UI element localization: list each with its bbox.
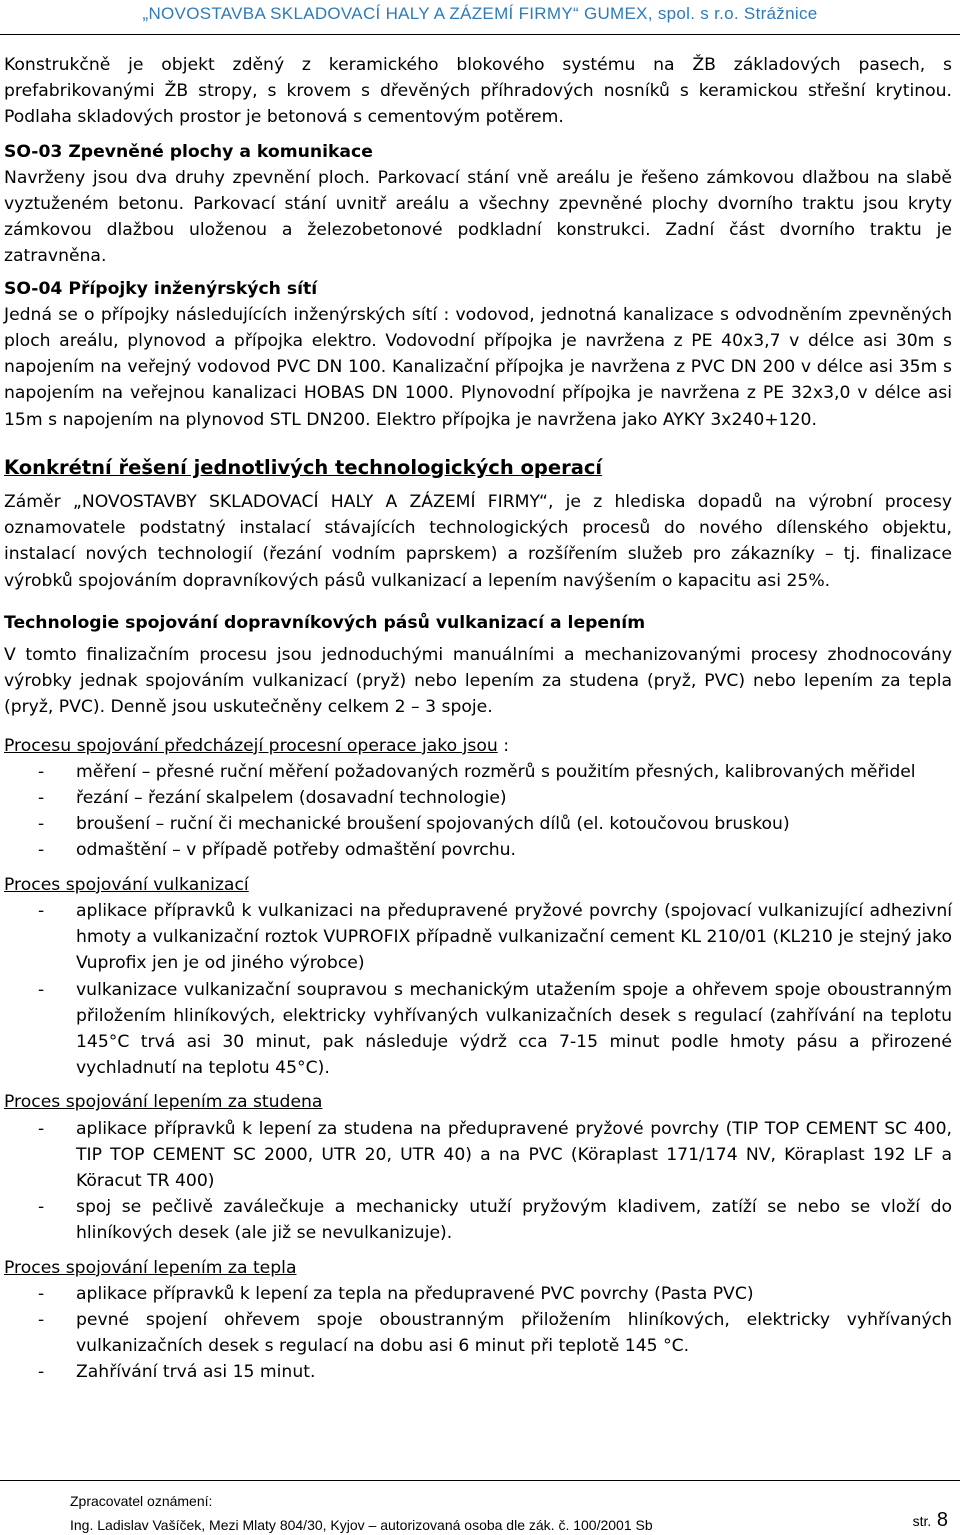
- document-body: [4, 52, 952, 1386]
- footer-rule: [0, 1480, 960, 1481]
- so03-paragraph: Navrženy jsou dva druhy zpevnění ploch. Parkovací stání vně areálu je řešeno zámkovou dlažbou na slabě vyztuženém betonu. Parkovací stání uvnitř areálu a všechny zpevněné plochy dvorního traktu jsou kryty zámkovou dlažbou uloženou a železobetonové podkladní konstrukci. Zadní část dvorního traktu je zatravněna.: [4, 167, 952, 267]
- vulcanization-heading: Proces spojování vulkanizací: [4, 874, 249, 895]
- section-heading: Konkrétní řešení jednotlivých technologických operací: [4, 455, 603, 479]
- technology-paragraph: V tomto finalizačním procesu jsou jednoduchými manuálními a mechanizovanými procesy zhodnocovány výrobky jednak spojováním vulkanizací (pryž) nebo lepením za studena (pryž, PVC) nebo lepením za tepla (pryž, PVC). Denně jsou uskutečněny celkem 2 – 3 spoje.: [4, 645, 952, 718]
- dash-bullet: -: [38, 788, 45, 809]
- pre-process-heading: [4, 733, 952, 759]
- dash-bullet: -: [38, 1309, 45, 1330]
- pre-process-list: [4, 759, 952, 864]
- vulcanization-list: [4, 898, 952, 1081]
- page-header: „NOVOSTAVBA SKLADOVACÍ HALY A ZÁZEMÍ FIRMY“ GUMEX, spol. s r.o. Strážnice: [142, 4, 818, 23]
- footer-author: Ing. Ladislav Vašíček, Mezi Mlaty 804/30, Kyjov – autorizovaná osoba dle zák. č. 100/2001 Sb: [70, 1517, 653, 1533]
- pre-process-colon: :: [497, 735, 510, 756]
- list-item: - aplikace přípravků k vulkanizaci na předupravené pryžové povrchy (spojovací vulkanizující adhezivní hmoty a vulkanizační roztok VUPROFIX případně vulkanizační cement KL 210/01 (KL210 je stejný jako Vuprofix jen je od jiného výrobce): [4, 898, 952, 977]
- list-item: - vulkanizace vulkanizační soupravou s mechanickým utažením spoje a ohřevem spoje oboustranným přiložením hliníkových, elektricky vyhřívaných vulkanizačních desek s regulací (zahřívání na teplotu 145°C trvá asi 30 minut, pak následuje výdrž cca 7-15 minut podle hmoty pásu a přirozené vychladnutí na teplotu 45°C).: [4, 977, 952, 1082]
- page-prefix: str.: [912, 1513, 932, 1529]
- list-item: - odmaštění – v případě potřeby odmaštění povrchu.: [4, 837, 952, 863]
- dash-bullet: -: [38, 1283, 45, 1304]
- so04-paragraph: Jedná se o přípojky následujících inženýrských sítí : vodovod, jednotná kanalizace s odvodněním zpevněných ploch areálu, plynovod a přípojka elektro. Vodovodní přípojka je navržena z PE 40x3,7 v délce asi 30m s napojením na veřejný vodovod PVC DN 100. Kanalizační přípojka je navržena z PVC DN 200 v délce asi 35m s napojením na veřejnou kanalizaci HOBAS DN 1000. Plynovodní přípojka je navržena z PE 32x3,0 v délce asi 15m s napojením na plynovod STL DN200. Elektro přípojka je navržena jako AYKY 3x240+120.: [4, 304, 952, 430]
- list-item: - Zahřívání trvá asi 15 minut.: [4, 1359, 952, 1385]
- pre-process-title: Procesu spojování předcházejí procesní operace jako jsou: [4, 735, 498, 756]
- list-item: - aplikace přípravků k lepení za studena na předupravené pryžové povrchy (TIP TOP CEMENT SC 400, TIP TOP CEMENT SC 2000, UTR 20, UTR 40) a na PVC (Köraplast 171/174 NV, Köraplast 192 LF a Köracut TR 400): [4, 1116, 952, 1195]
- page-number: [913, 1509, 948, 1532]
- cold-gluing-list: [4, 1116, 952, 1247]
- so03-heading: SO-03 Zpevněné plochy a komunikace: [4, 141, 373, 162]
- list-item: - řezání – řezání skalpelem (dosavadní technologie): [4, 785, 952, 811]
- footer-label: Zpracovatel oznámení:: [70, 1493, 213, 1509]
- technology-heading: Technologie spojování dopravníkových pásů vulkanizací a lepením: [4, 612, 646, 633]
- dash-bullet: -: [38, 814, 45, 835]
- dash-bullet: -: [38, 1118, 45, 1139]
- list-item: - broušení – ruční či mechanické broušení spojovaných dílů (el. kotoučovou bruskou): [4, 811, 952, 837]
- dash-bullet: -: [38, 979, 45, 1000]
- dash-bullet: -: [38, 1197, 45, 1218]
- cold-gluing-heading: Proces spojování lepením za studena: [4, 1092, 323, 1113]
- dash-bullet: -: [38, 900, 45, 921]
- page-number-value: 8: [936, 1509, 948, 1531]
- dash-bullet: -: [38, 761, 45, 782]
- list-item: - měření – přesné ruční měření požadovaných rozměrů s použitím přesných, kalibrovaných měřidel: [4, 759, 952, 785]
- zamer-paragraph: Záměr „NOVOSTAVBY SKLADOVACÍ HALY A ZÁZEMÍ FIRMY“, je z hlediska dopadů na výrobní procesy oznamovatele podstatný instalací stávajících technologických procesů do nového dílenského objektu, instalací nových technologií (řezání vodním paprskem) a rozšířením služeb pro zákazníky – tj. finalizace výrobků spojováním dopravníkových pásů vulkanizací a lepením navýšením o kapacitu asi 25%.: [4, 492, 952, 591]
- list-item: - pevné spojení ohřevem spoje oboustranným přiložením hliníkových, elektricky vyhřívaných vulkanizačních desek s regulací na dobu asi 6 minut při teplotě 145 °C.: [4, 1307, 952, 1359]
- intro-paragraph: Konstrukčně je objekt zděný z keramického blokového systému na ŽB základových pasech, s prefabrikovanými ŽB stropy, s krovem s dřevěných příhradových nosníků s keramickou střešní krytinou. Podlaha skladových prostor je betonová s cementovým potěrem.: [4, 55, 952, 128]
- header-rule: [0, 34, 960, 35]
- dash-bullet: -: [38, 1362, 45, 1383]
- dash-bullet: -: [38, 840, 45, 861]
- so04-heading: SO-04 Přípojky inženýrských sítí: [4, 278, 318, 299]
- hot-gluing-list: [4, 1281, 952, 1386]
- list-item: - spoj se pečlivě zaválečkuje a mechanicky utuží pryžovým kladivem, zatíží se nebo se vloží do hliníkových desek (ale již se nevulkanizuje).: [4, 1194, 952, 1246]
- list-item: - aplikace přípravků k lepení za tepla na předupravené PVC povrchy (Pasta PVC): [4, 1281, 952, 1307]
- hot-gluing-heading: Proces spojování lepením za tepla: [4, 1257, 297, 1278]
